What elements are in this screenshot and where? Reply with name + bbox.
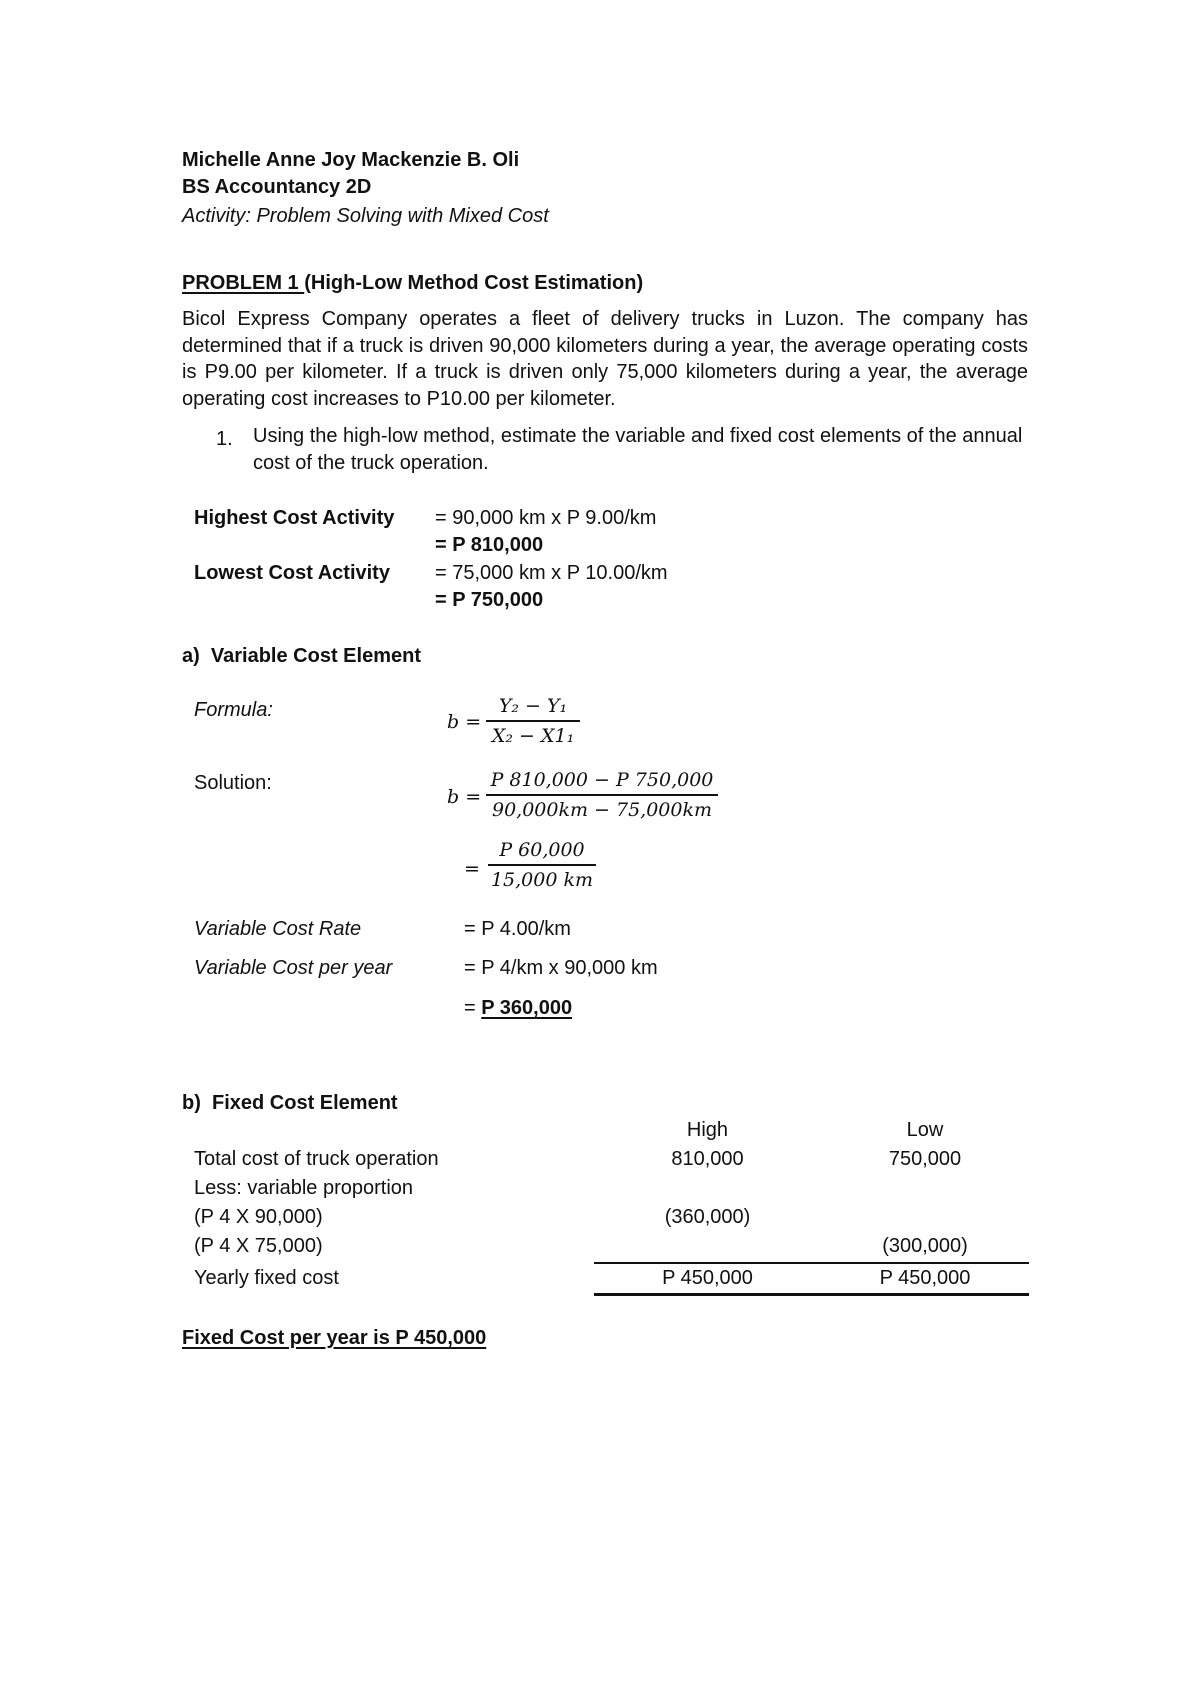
total-rule: [594, 1293, 1029, 1296]
fixed-cost-conclusion: Fixed Cost per year is P 450,000: [182, 1327, 487, 1349]
year-result: P 360,000: [481, 997, 573, 1019]
item-text: Using the high-low method, estimate the variable and fixed cost elements of the annual cost of the truck operation.: [253, 425, 1023, 474]
highest-calc: = 90,000 km x P 9.00/km: [435, 507, 657, 529]
fraction-bar: [486, 794, 718, 796]
formula-numerator: Y₂ − Y₁: [498, 695, 568, 717]
col-high-header: High: [686, 1119, 729, 1141]
row-high: (360,000): [664, 1206, 751, 1228]
solution-lhs: b =: [447, 786, 482, 808]
highest-label: Highest Cost Activity: [194, 507, 395, 529]
year-result-equals: =: [464, 997, 482, 1019]
row-label: Yearly fixed cost: [194, 1267, 339, 1289]
problem-title: (High-Low Method Cost Estimation): [304, 272, 644, 294]
item-number: 1.: [216, 428, 233, 450]
solution-numerator: P 810,000 − P 750,000: [490, 769, 714, 791]
row-low: (300,000): [882, 1235, 968, 1257]
solution-denominator: 90,000km − 75,000km: [491, 799, 713, 821]
row-low: P 450,000: [879, 1267, 971, 1289]
activity-title: Activity: Problem Solving with Mixed Cost: [182, 205, 549, 227]
lowest-calc: = 75,000 km x P 10.00/km: [435, 562, 668, 584]
formula-lhs: b =: [447, 711, 482, 733]
rate-label: Variable Cost Rate: [194, 918, 362, 940]
problem-heading: [182, 273, 643, 293]
row-high: P 450,000: [662, 1267, 753, 1289]
step2-numerator: P 60,000: [499, 839, 585, 861]
formula-denominator: X₂ − X1₁: [491, 725, 575, 747]
highest-result: = P 810,000: [435, 534, 544, 556]
lowest-label: Lowest Cost Activity: [194, 562, 390, 584]
problem-paragraph: Bicol Express Company operates a fleet of delivery trucks in Luzon. The company has determined that if a truck is driven 90,000 kilometers during a year, the average operating costs is P9.00 per kilometer. If a truck is driven only 75,000 kilometers during a year, the average operating cost increases to P10.00 per kilometer.: [182, 308, 1028, 410]
formula-fraction: [486, 697, 580, 746]
student-name: Michelle Anne Joy Mackenzie B. Oli: [182, 149, 520, 171]
solution-fraction: [486, 771, 718, 820]
step2-fraction: [488, 841, 596, 890]
row-low: 750,000: [888, 1148, 962, 1170]
rate-value: = P 4.00/km: [464, 918, 571, 940]
year-calc: = P 4/km x 90,000 km: [464, 957, 658, 979]
step2-lhs: =: [464, 858, 480, 880]
row-label: (P 4 X 90,000): [194, 1206, 323, 1228]
subtotal-rule: [594, 1262, 1029, 1264]
solution-label: Solution:: [194, 772, 272, 794]
problem-number: PROBLEM 1: [182, 272, 305, 294]
course-section: BS Accountancy 2D: [182, 176, 372, 198]
variable-heading: a) Variable Cost Element: [182, 645, 421, 667]
fraction-bar: [486, 720, 580, 722]
col-low-header: Low: [906, 1119, 944, 1141]
year-label: Variable Cost per year: [194, 957, 393, 979]
formula-label: Formula:: [194, 699, 273, 721]
year-result-line: [464, 998, 572, 1018]
row-label: Less: variable proportion: [194, 1177, 414, 1199]
step2-denominator: 15,000 km: [490, 869, 594, 891]
lowest-result: = P 750,000: [435, 589, 544, 611]
fraction-bar: [488, 864, 596, 866]
row-label: Total cost of truck operation: [194, 1148, 439, 1170]
row-high: 810,000: [671, 1148, 744, 1170]
row-label: (P 4 X 75,000): [194, 1235, 323, 1257]
fixed-heading: b) Fixed Cost Element: [182, 1092, 398, 1114]
